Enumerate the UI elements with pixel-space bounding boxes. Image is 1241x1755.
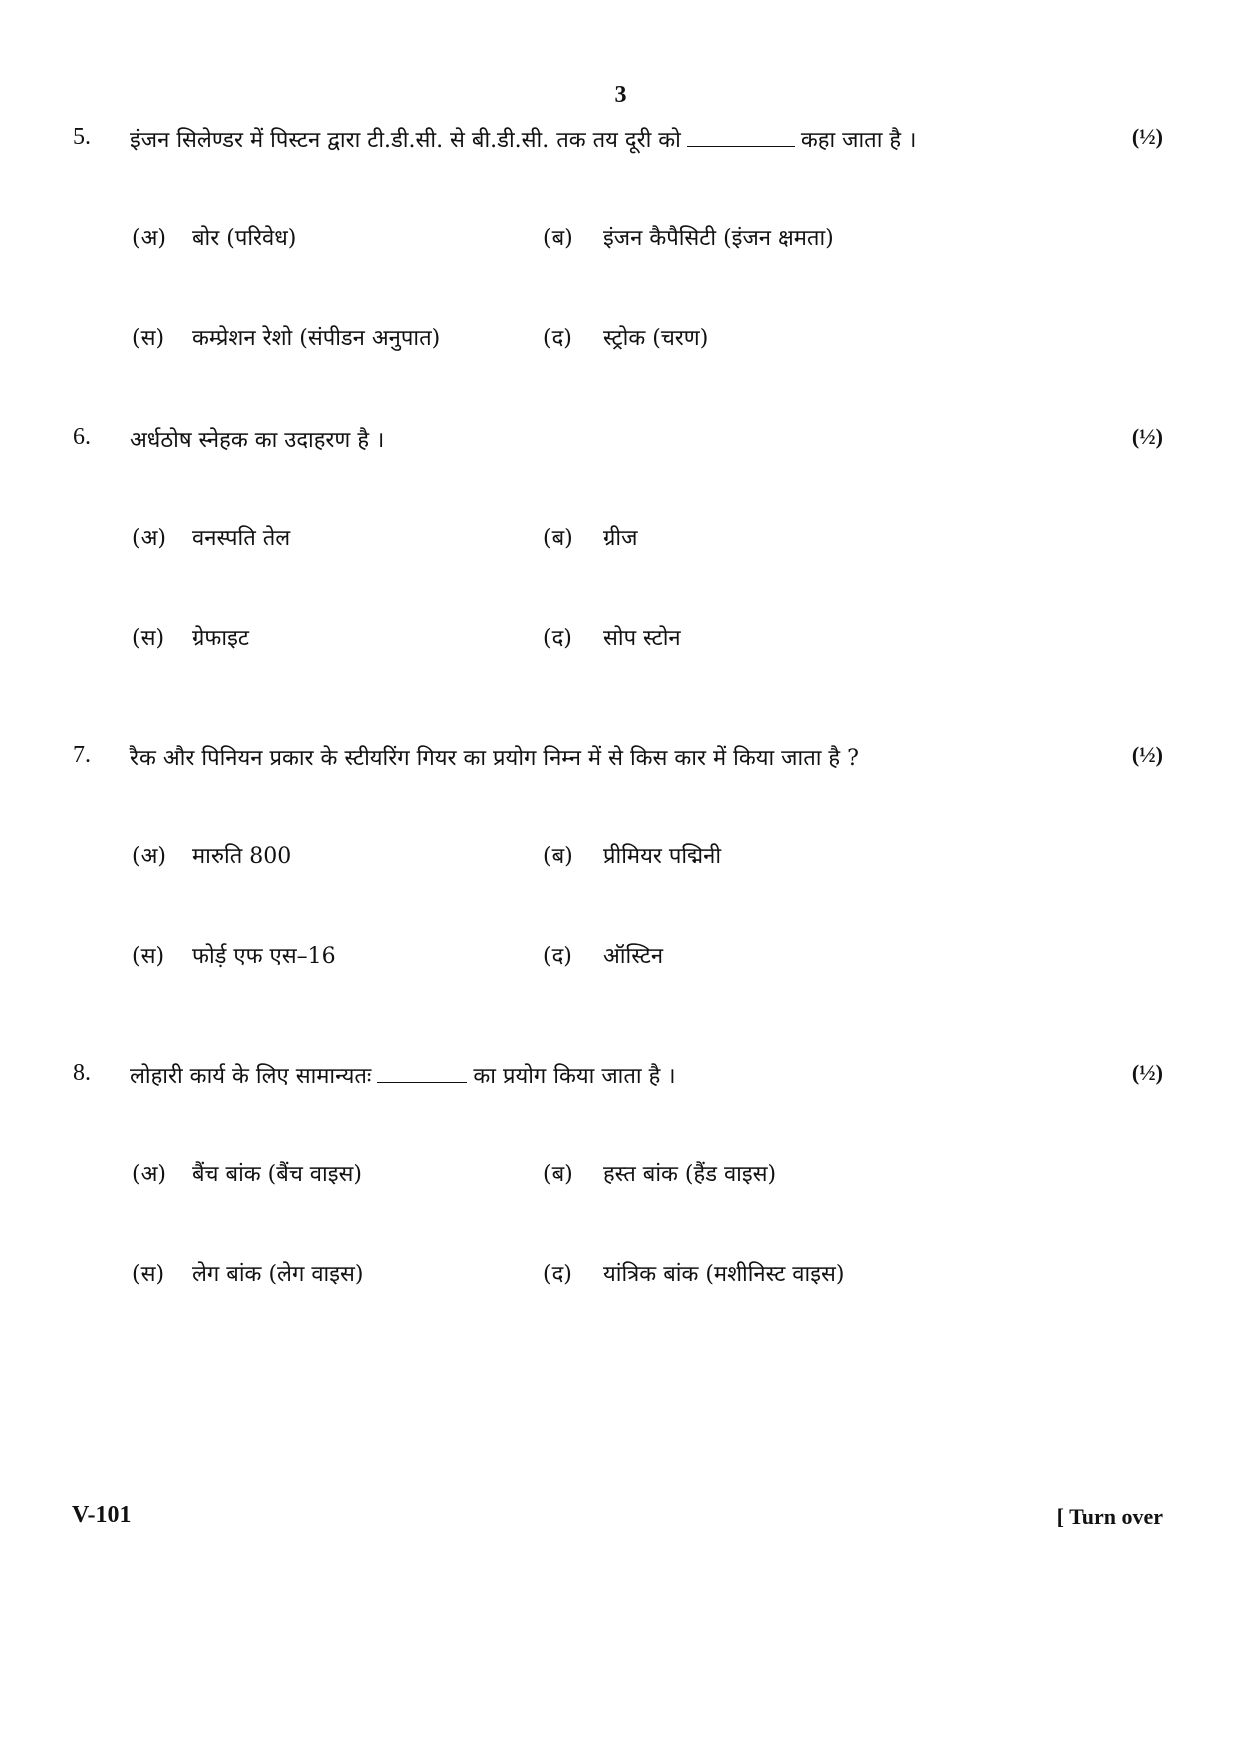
option-text: यांत्रिक बांक (मशीनिस्ट वाइस) [603,1262,845,1287]
option-text: बोर (परिवेध) [192,226,297,251]
option-label: (अ) [132,844,166,869]
question-marks: (½) [1131,424,1163,449]
option-label: (स) [132,326,165,351]
option-text: ऑस्टिन [603,944,664,969]
option-label: (अ) [132,1162,166,1187]
options-row [0,222,1241,262]
option-text: प्रीमियर पद्मिनी [603,844,722,869]
option-text: स्ट्रोक (चरण) [603,326,709,351]
option-label: (अ) [132,226,166,251]
question-number: 6. [73,424,91,450]
options-row [0,1158,1241,1198]
question-number: 7. [73,742,91,768]
question-text: रैक और पिनियन प्रकार के स्टीयरिंग गियर का प्रयोग निम्न में से किस कार में किया जाता है ? [130,746,859,771]
option-d [543,622,681,652]
option-label: (ब) [543,1162,573,1187]
page-number: 3 [614,82,627,108]
option-label: (स) [132,1262,165,1287]
options-row [0,1258,1241,1298]
option-text: हस्त बांक (हैंड वाइस) [603,1162,777,1187]
option-d [543,322,708,352]
options-row [0,622,1241,662]
option-a [132,1158,362,1188]
option-text: ग्रेफाइट [192,626,249,651]
options-row [0,840,1241,880]
options-row [0,940,1241,980]
option-d [543,940,663,970]
paper-code: V-101 [72,1502,132,1528]
options-row [0,522,1241,562]
question-6 [0,424,1241,464]
options-row [0,322,1241,362]
option-label: (द) [543,944,572,969]
option-label: (द) [543,626,572,651]
option-text: मारुति 800 [192,844,292,869]
option-c [132,1258,364,1288]
question-text: इंजन सिलेण्डर में पिस्टन द्वारा टी.डी.सी. से बी.डी.सी. तक तय दूरी को कहा जाता है । [130,128,917,153]
option-a [132,840,291,870]
option-d [543,1258,844,1288]
option-c [132,940,336,970]
option-label: (ब) [543,226,573,251]
question-number: 8. [73,1060,91,1086]
option-b [543,522,637,552]
option-label: (स) [132,944,165,969]
turn-over-note: [ Turn over [1056,1504,1163,1529]
option-text: ग्रीज [603,526,638,551]
question-8 [0,1060,1241,1100]
option-label: (द) [543,1262,572,1287]
option-label: (अ) [132,526,166,551]
option-a [132,522,290,552]
option-text: कम्प्रेशन रेशो (संपीडन अनुपात) [192,326,441,351]
answer-blank [687,128,795,147]
question-text: लोहारी कार्य के लिए सामान्यतः का प्रयोग किया जाता है । [130,1064,676,1089]
question-7 [0,742,1241,782]
option-text: बैंच बांक (बैंच वाइस) [192,1162,362,1187]
option-text: वनस्पति तेल [192,526,291,551]
option-text: लेग बांक (लेग वाइस) [192,1262,364,1287]
option-label: (ब) [543,526,573,551]
option-label: (द) [543,326,572,351]
option-text: फोर्ड़ एफ एस–16 [192,944,336,969]
option-c [132,622,249,652]
option-label: (स) [132,626,165,651]
option-a [132,222,296,252]
option-text: सोप स्टोन [603,626,681,651]
option-b [543,840,721,870]
answer-blank [377,1064,467,1083]
question-marks: (½) [1131,124,1163,149]
option-b [543,1158,776,1188]
question-marks: (½) [1131,742,1163,767]
question-marks: (½) [1131,1060,1163,1085]
option-c [132,322,440,352]
question-text: अर्धठोष स्नेहक का उदाहरण है । [130,428,385,453]
option-b [543,222,834,252]
question-number: 5. [73,124,91,150]
option-label: (ब) [543,844,573,869]
question-5 [0,124,1241,164]
option-text: इंजन कैपैसिटी (इंजन क्षमता) [603,226,834,251]
